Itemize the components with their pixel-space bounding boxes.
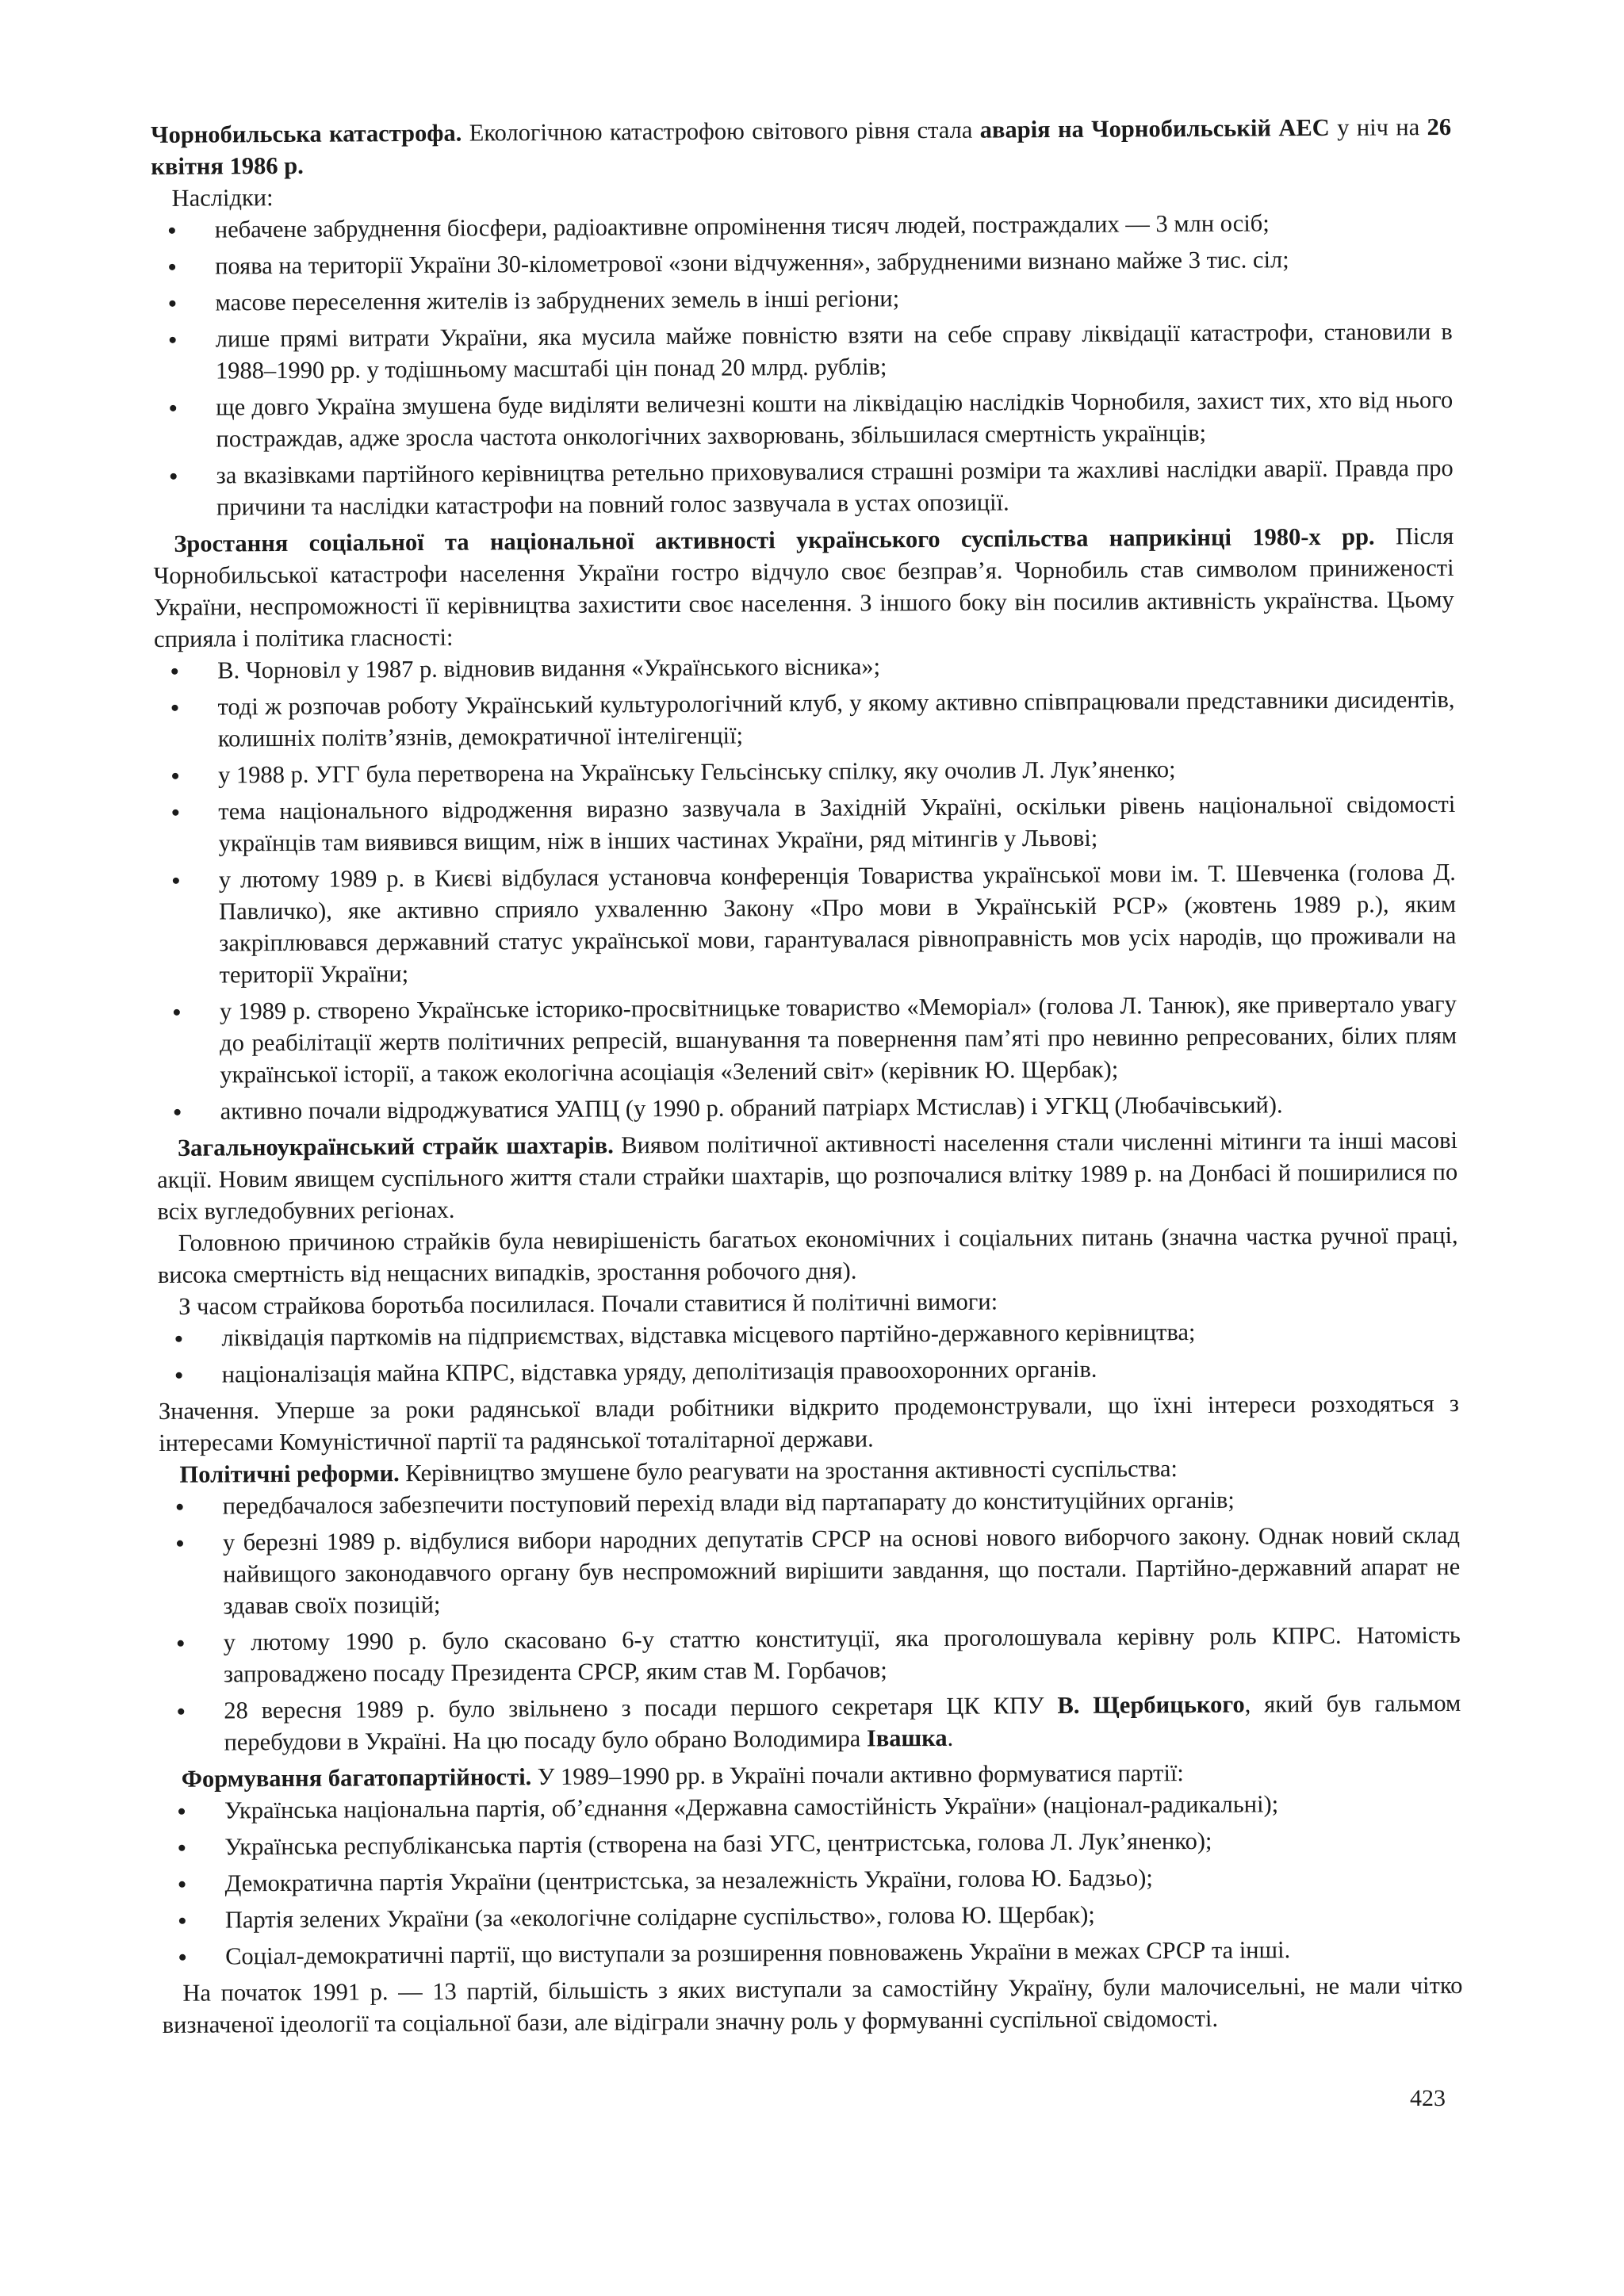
bullet-list [161,1787,1462,1973]
paragraph: Значення. Уперше за роки радянської влади робітники відкрито продемонстрували, що їхні інтереси розходяться з інтересами Комуністичної партії та радянської тоталітарної держави. [158,1389,1460,1456]
list-item: у лютому 1990 р. було скасовано 6-у статтю конституції, яка проголошувала керівну роль КПРС. Натомість запроваджено посаду Президента СРСР, яким став М. Горбачов; [160,1619,1461,1690]
list-item: за вказівками партійного керівництва ретельно приховувалися страшні розміри та жахливі наслідки аварії. Правда про причини та наслідки катастрофи на повний голос зазвучала в устах опозиції. [153,452,1454,523]
list-item: поява на території України 30-кілометрової «зони відчуження», забрудненими визнано майже 3 тис. сіл; [151,243,1452,282]
document-body [151,111,1463,2041]
list-item: лише прямі витрати України, яка мусила майже повністю взяти на себе справу ліквідації катастрофи, становили в 1988–1990 рр. у тодішньому масштабі цін понад 20 млрд. рублів; [152,316,1453,387]
paragraph: З часом страйкова боротьба посилилася. Почали ставитися й політичні вимоги: [178,1288,998,1320]
paragraph: Загальноукраїнський страйк шахтарів. Виявом політичної активності населення стали численні мітинги та інші масові акції. Новим явищем суспільного життя стали страйки шахтарів, що розпочалися влітку 1989 р. на Донбасі й поширилися по всіх вугледобувних регіонах. [157,1126,1458,1225]
list-item: у 1989 р. створено Українське історико-просвітницьке товариство «Меморіал» (голова Л. Танюк), яке привертало увагу до реабілітації жертв політичних репресій, вшанування та повернення пам’яті про невинно репресованих, білих плям української історії, а також екологічна асоціація «Зелений світ» (керівник Ю. Щербак); [156,988,1457,1091]
bullet-list [158,1314,1458,1391]
list-item: Демократична партія України (центристська, за незалежність України, голова Ю. Бадзьо); [161,1860,1461,1900]
list-item: у березні 1989 р. відбулися вибори народних депутатів СРСР на основі нового виборчого закону. Однак новий склад найвищого законодавчого органу був неспроможний вирішити завдання, що постали. Партійно-державний апарат не здавав своїх позицій; [159,1519,1461,1622]
list-item: В. Чорновіл у 1987 р. відновив видання «Українського вісника»; [154,647,1454,687]
bullet-list [151,206,1454,523]
list-item: небачене забруднення біосфери, радіоактивне опромінення тисяч людей, постраждалих — 3 млн осіб; [151,206,1452,246]
list-item: ліквідація парткомів на підприємствах, відставка місцевого партійно-державного керівництва; [158,1314,1458,1354]
list-item: тема національного відродження виразно зазвучала в Західній Україні, оскільки рівень національної свідомості українців там виявився вищим, ніж в інших частинах України, ряд мітингів у Львові; [155,788,1455,859]
paragraph: Формування багатопартійності. У 1989–1990 рр. в Україні почали активно формуватися партії: [181,1759,1184,1793]
page-number: 423 [1410,2085,1446,2111]
list-item: Українська республіканська партія (створена на базі УГС, центристська, голова Л. Лук’яненко); [161,1823,1461,1863]
list-item: Соціал-демократичні партії, що виступали за розширення повноважень України в межах СРСР та інші. [162,1933,1462,1973]
list-item: 28 вересня 1989 р. було звільнено з посади першого секретаря ЦК КПУ В. Щербицького, який був гальмом перебудови в Україні. На цю посаду було обрано Володимира Івашка. [160,1687,1461,1758]
list-item: ще довго Україна змушена буде виділяти величезні кошти на ліквідацію наслідків Чорнобиля, захист тих, хто від нього постраждав, адже зросла частота онкологічних захворювань, збільшилася смертність українців; [152,384,1453,455]
paragraph: Зростання соціальної та національної активності українського суспільства наприкінці 1980-х рр. Після Чорнобильської катастрофи населення України гостро відчуло своє безправ’я. Чорнобиль став символом приниженості України, неспроможності її керівництва захистити своє населення. З іншого боку він посилив активність українства. Цьому сприяла і політика гласності: [153,522,1454,652]
list-item: активно почали відроджуватися УАПЦ (у 1990 р. обраний патріарх Мстислав) і УГКЦ (Любачівський). [157,1088,1457,1127]
paragraph: Наслідки: [171,184,274,212]
list-item: у лютому 1989 р. в Києві відбулася установча конференція Товариства української мови ім. Т. Шевченка (голова Д. Павличко), яке активно сприяло ухваленню Закону «Про мови в Українській РСР» (жовтень 1989 р.), яким закріплювався державний статус української мови, гарантувалася рівноправність мов усіх народів, що проживали на території України; [155,856,1457,991]
paragraph: Чорнобильська катастрофа. Екологічною катастрофою світового рівня стала аварія на Чорнобильській АЕС у ніч на 26 квітня 1986 р. [151,113,1452,180]
list-item: націоналізація майна КПРС, відставка уряду, деполітизація правоохоронних органів. [159,1351,1459,1391]
list-item: тоді ж розпочав роботу Український культурологічний клуб, у якому активно співпрацювали представники дисидентів, колишніх політв’язнів, демократичної інтелігенції; [154,683,1454,755]
bullet-list [159,1483,1461,1758]
list-item: Українська національна партія, об’єднання «Державна самостійність України» (націонал-радикальні); [161,1787,1461,1827]
paragraph: Політичні реформи. Керівництво змушене було реагувати на зростання активності суспільства: [179,1455,1178,1488]
paragraph: Головною причиною страйків була невирішеність багатьох економічних і соціальних питань (значна частка ручної праці, висока смертність від нещасних випадків, зростання робочого дня). [157,1221,1458,1288]
list-item: передбачалося забезпечити поступовий перехід влади від партапарату до конституційних органів; [159,1483,1460,1522]
paragraph: На початок 1991 р. — 13 партій, більшість з яких виступали за самостійну Україну, були малочисельні, не мали чітко визначеної ідеології та соціальної бази, але відіграли значну роль у формуванні суспільної свідомості. [162,1971,1463,2038]
list-item: масове переселення жителів із забруднених земель в інші регіони; [151,279,1452,319]
list-item: Партія зелених України (за «екологічне солідарне суспільство», голова Ю. Щербак); [162,1896,1462,1936]
list-item: у 1988 р. УГГ була перетворена на Українську Гельсінську спілку, яку очолив Л. Лук’яненко; [155,752,1455,791]
bullet-list [154,647,1457,1127]
